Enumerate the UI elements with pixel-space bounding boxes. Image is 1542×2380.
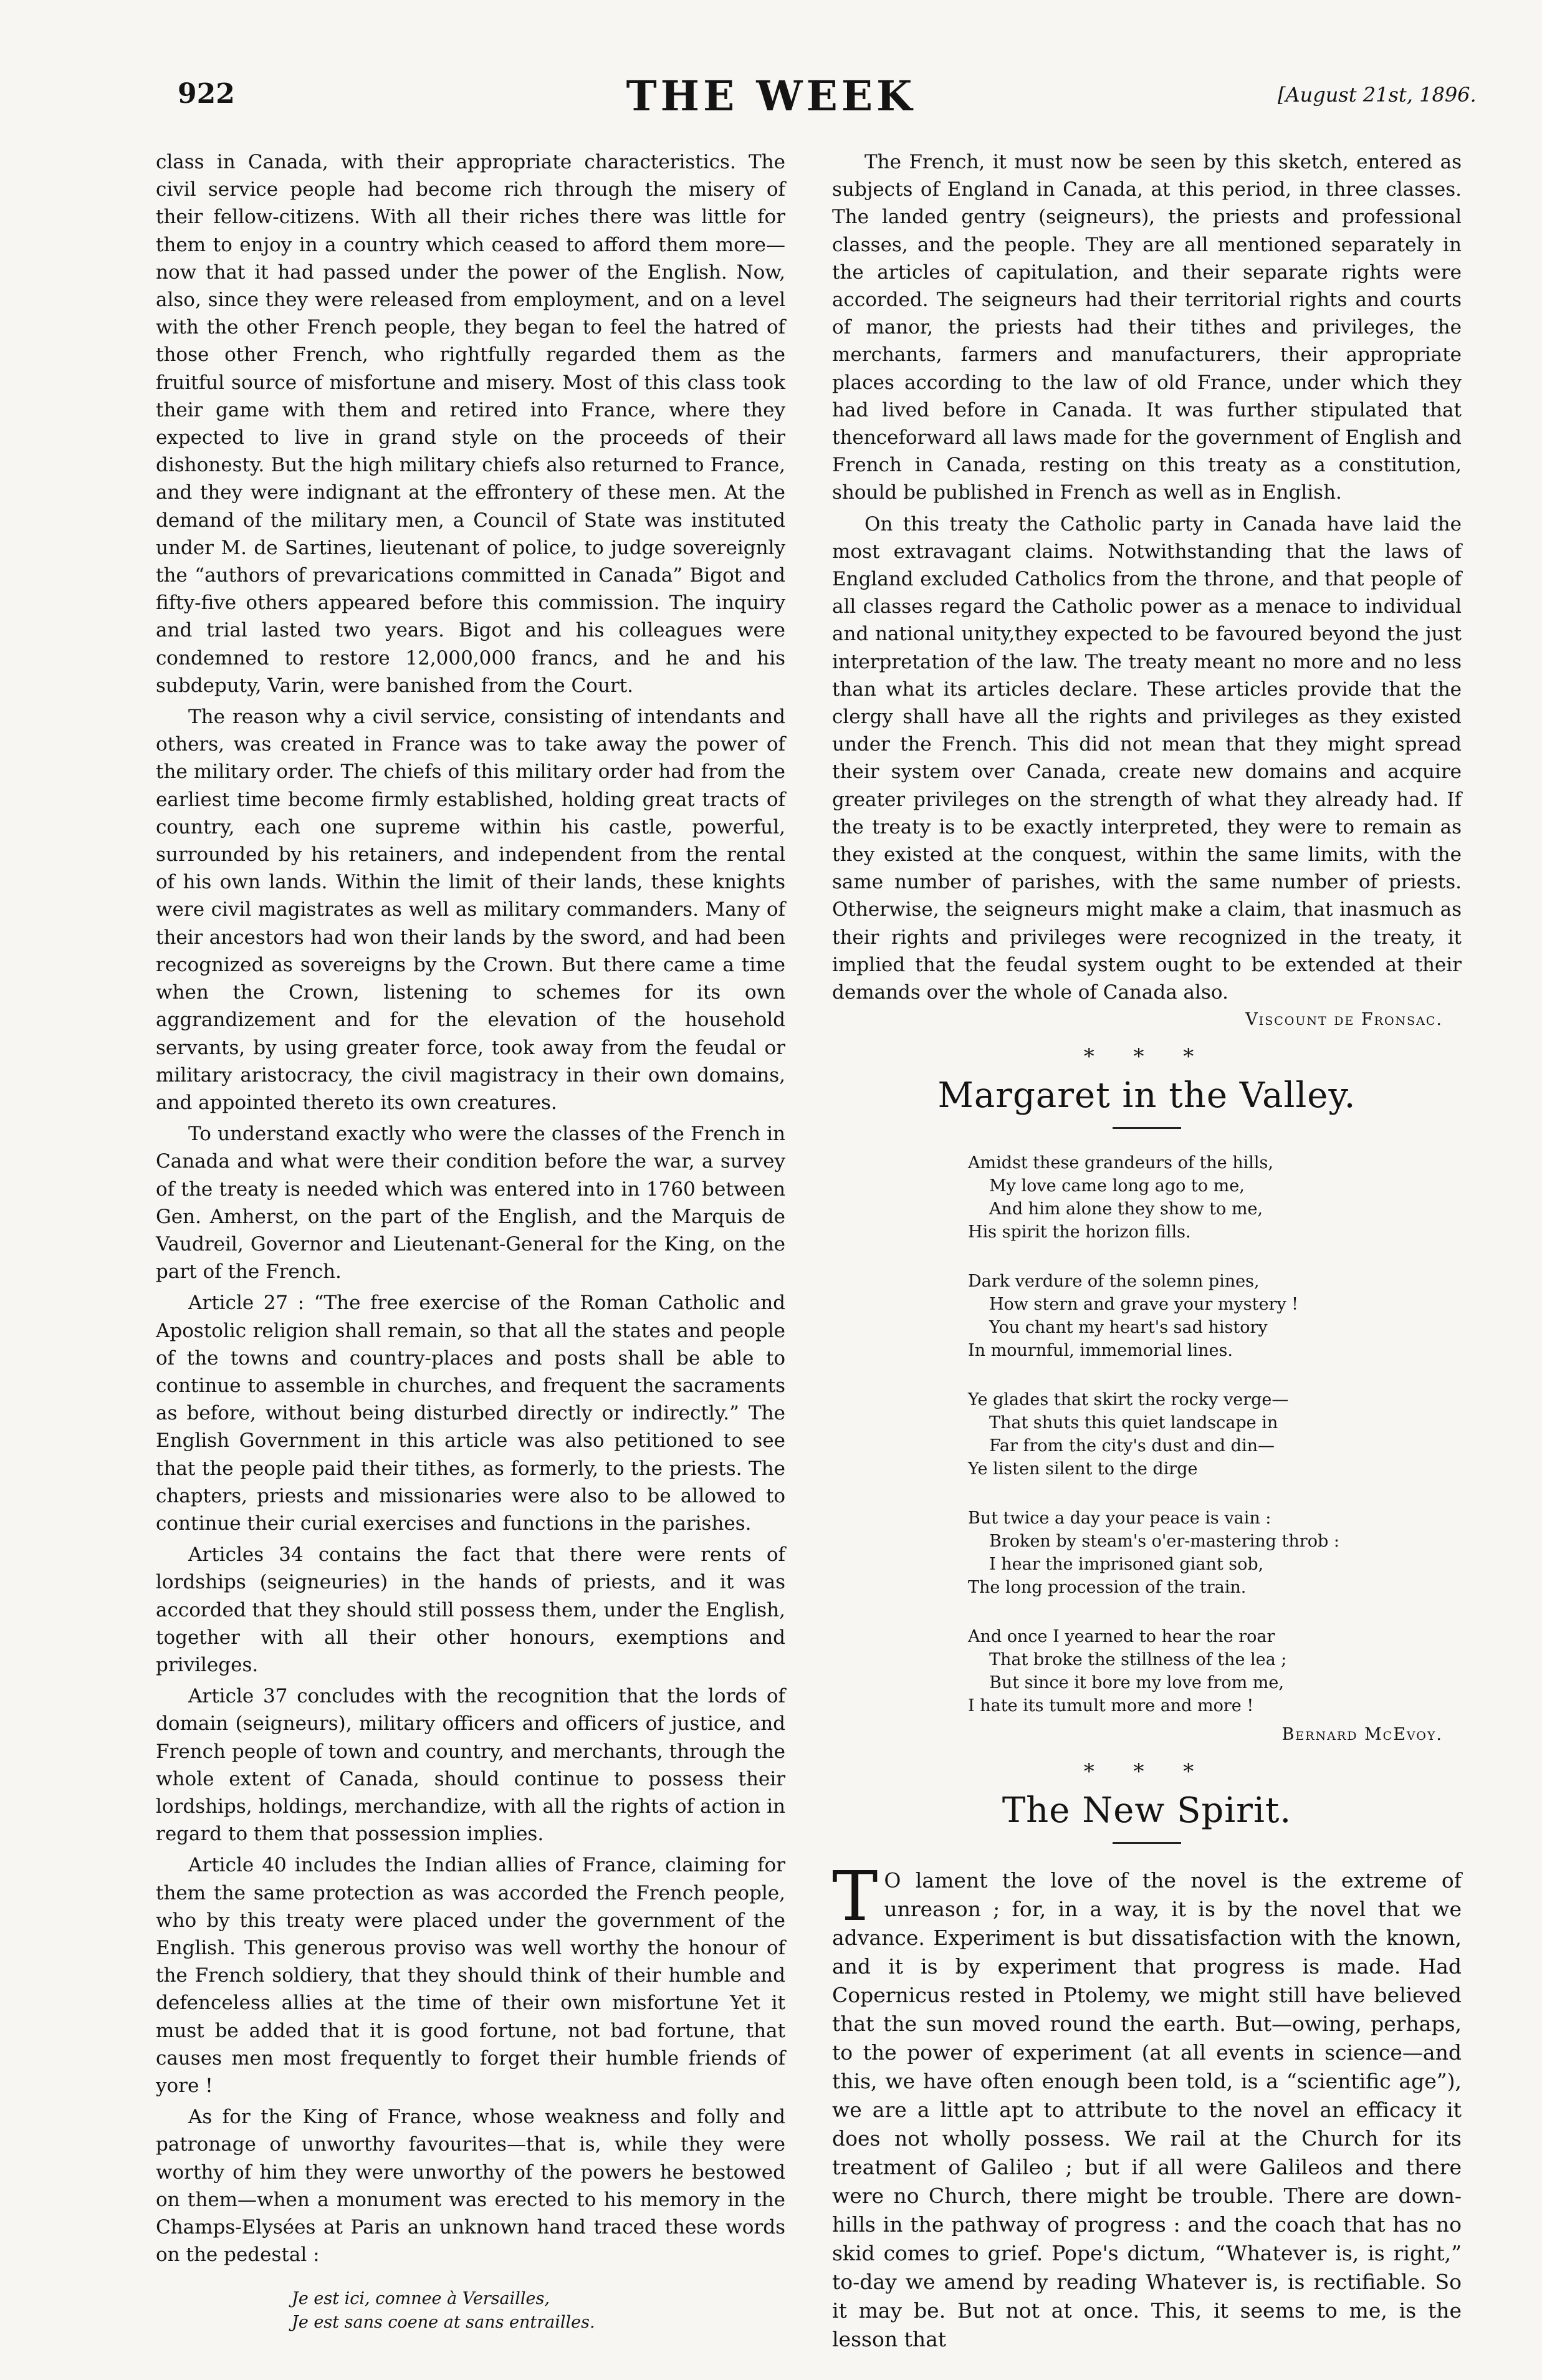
article-paragraph: To understand exactly who were the classes of the French in Canada and what were their condition before the war, a survey of the treaty is needed which was entered into in 1760 between Gen. Amherst, on the part of the English, and the Marquis de Vaudreil, Governor and Lieutenant-General for the King, on the part of the French. [156, 1123, 785, 1284]
poem-line: In mournful, immemorial lines. [968, 1341, 1233, 1361]
poem-stanza [968, 1388, 1462, 1480]
poem-line: That shuts this quiet landscape in [989, 1413, 1278, 1433]
article-paragraph: Articles 34 contains the fact that there were rents of lordships (seigneuries) in the hands of priests, and it was accorded that they should still possess them, under the English, together with all their other honours, exemptions and privileges. [156, 1543, 785, 1676]
poem-line: But twice a day your peace is vain : [968, 1509, 1271, 1528]
poem-line: I hear the imprisoned giant sob, [989, 1555, 1264, 1575]
drop-cap: T [832, 1856, 878, 1937]
article-paragraph: Article 37 concludes with the recognition that the lords of domain (seigneurs), military officers and officers of justice, and French people of town and country, and merchants, through the whole extent of Canada, should continue to possess their lordships, holdings, merchandize, with all the rights of action in regard to them that possession implies. [156, 1685, 785, 1846]
inscription-line: Je est sans coene at sans entrailles. [292, 2313, 595, 2333]
article-paragraph: The reason why a civil service, consisting of intendants and others, was created in France was to take away the power of the military order. The chiefs of this military order had from the earliest time become firmly established, holding great tracts of country, each one supreme within his castle, powerful, surrounded by his retainers, and independent from the rental of his own lands. Within the limit of their lands, these knights were civil magistrates as well as military commanders. Many of their ancestors had won their lands by the sword, and had been recognized as sovereigns by the Crown. But there came a time when the Crown, listening to schemes for its own aggrandizement and for the elevation of the household servants, by using greater force, took away from the feudal or military aristocracy, the civil magistracy in their own domains, and appointed thereto its own creatures. [156, 706, 785, 1114]
poem-stanza [968, 1625, 1462, 1717]
poem-line: I hate its tumult more and more ! [968, 1696, 1254, 1716]
poem-line: Ye listen silent to the dirge [968, 1459, 1198, 1479]
page-header [0, 72, 1542, 122]
article-paragraph: Article 40 includes the Indian allies of France, claiming for them the same protection as was accorded the French people, who by this treaty were placed under the government of the English. This generous proviso was well worthy the honour of the French soldiery, that they should think of their humble and defenceless allies at the time of their own misfortune Yet it must be added that it is good fortune, not bad fortune, that causes men most frequently to forget their humble friends of yore ! [156, 1854, 785, 2098]
poem-title: Margaret in the Valley. [937, 1075, 1356, 1116]
poem-line: Far from the city's dust and din— [989, 1436, 1275, 1456]
poem-stanza [968, 1507, 1462, 1599]
poem-line: Amidst these grandeurs of the hills, [968, 1153, 1273, 1173]
poem-line: That broke the stillness of the lea ; [989, 1650, 1287, 1670]
poem-line: The long procession of the train. [968, 1578, 1247, 1598]
poem-line: And once I yearned to hear the roar [968, 1627, 1275, 1647]
poem-line: Ye glades that skirt the rocky verge— [968, 1390, 1289, 1410]
poem-author: Bernard McEvoy. [1281, 1725, 1443, 1745]
right-column [832, 148, 1462, 2358]
poem-line: Broken by steam's o'er-mastering throb : [989, 1532, 1339, 1552]
article-paragraph: The French, it must now be seen by this sketch, entered as subjects of England in Canada, at this period, in three classes. The landed gentry (seigneurs), the priests and professional classes, and the people. They are all mentioned separately in the articles of capitulation, and their separate rights were accorded. The seigneurs had their territorial rights and courts of manor, the priests had their tithes and privileges, the merchants, farmers and manufacturers, their appropriate places according to the law of old France, under which they had lived before in Canada. It was further stipulated that thenceforward all laws made for the government of English and French in Canada, resting on this treaty as a constitution, should be published in French as well as in English. [832, 151, 1462, 504]
essay-body [832, 1856, 1462, 2354]
left-column [156, 148, 785, 2334]
poem-stanza [968, 1270, 1462, 1362]
title-rule [1113, 1127, 1181, 1129]
essay-title: The New Spirit. [1002, 1790, 1292, 1831]
poem-line: My love came long ago to me, [989, 1176, 1245, 1196]
poem-line: You chant my heart's sad history [989, 1318, 1268, 1338]
article-paragraph: class in Canada, with their appropriate characteristics. The civil service people had become rich through the misery of their fellow-citizens. With all their riches there was little for them to enjoy in a country which ceased to afford them more—now that it had passed under the power of the English. Now, also, since they were released from employment, and on a level with the other French people, they began to feel the hatred of those other French, who rightfully regarded them as the fruitful source of misfortune and misery. Most of this class took their game with them and retired into France, where they expected to live in grand style on the proceeds of their dishonesty. But the high military chiefs also returned to France, and they were indignant at the effrontery of these men. At the demand of the military men, a Council of State was instituted under M. de Sartines, lieutenant of police, to judge sovereignly the “authors of prevarications committed in Canada” Bigot and fifty-five others appeared before this commission. The inquiry and trial lasted two years. Bigot and his colleagues were condemned to restore 12,000,000 francs, and he and his subdeputy, Varin, were banished from the Court. [156, 151, 785, 697]
pedestal-inscription [292, 2287, 785, 2334]
article-paragraph: On this treaty the Catholic party in Canada have laid the most extravagant claims. Notwithstanding that the laws of England excluded Catholics from the throne, and that people of all classes regard the Catholic power as a menace to individual and national unity,they expected to be favoured beyond the just interpretation of the law. The treaty meant no more and no less than what its articles declare. These articles provide that the clergy shall have all the rights and privileges as they existed under the French. This did not mean that they might spread their system over Canada, create new domains and acquire greater privileges on the strength of what they already had. If the treaty is to be exactly interpreted, they were to remain as they existed at the conquest, within the same limits, with the same number of parishes, with the same number of priests. Otherwise, the seigneurs might make a claim, that inasmuch as their rights and privileges were recognized in the treaty, it implied that the feudal system ought to be extended at their demands over the whole of Canada also. [832, 512, 1462, 1004]
issue-date: [August 21st, 1896. [1278, 83, 1477, 107]
poem-line: And him alone they show to me, [989, 1199, 1263, 1219]
section-separator: * * * [1083, 1759, 1210, 1785]
article-paragraph: As for the King of France, whose weakness and folly and patronage of unworthy favourites—that is, while they were worthy of him they were unworthy of the powers he bestowed on them—when a monument was erected to his memory in the Champs-Elysées at Paris an unknown hand traced these words on the pedestal : [156, 2106, 785, 2267]
article-paragraph: Article 27 : “The free exercise of the Roman Catholic and Apostolic religion shall remain, so that all the states and people of the towns and country-places and posts shall be able to continue to assemble in churches, and frequent the sacraments as before, without being disturbed directly or indirectly.” The English Government in this article was also petitioned to see that the people paid their tithes, as formerly, to the priests. The chapters, priests and missionaries were also to be allowed to continue their curial exercises and functions in the parishes. [156, 1292, 785, 1535]
poem-stanza [968, 1151, 1462, 1244]
poem-line: How stern and grave your mystery ! [989, 1295, 1299, 1315]
masthead: THE WEEK [626, 72, 916, 120]
essay-text: O lament the love of the novel is the extreme of unreason ; for, in a way, it is by the novel that we advance. Experiment is but dissatisfaction with the known, and it is by experiment that progress is made. Had Copernicus rested in Ptolemy, we might still have believed that the sun moved round the earth. But—owing, perhaps, to the power of experiment (at all events in science—and this, we have often enough been told, is a “scientific age”), we are a little apt to attribute to the novel an efficacy it does not wholly possess. We rail at the Church for its treatment of Galileo ; but if all were Galileos and there were no Church, there might be trouble. There are down-hills in the pathway of progress : and the coach that has no skid comes to grief. Pope's dictum, “Whatever is, is right,” to-day we amend by reading Whatever is, is rectifiable. So it may be. But not at once. This, it seems to me, is the lesson that [832, 1868, 1462, 2352]
poem-line: But since it bore my love from me, [989, 1673, 1284, 1693]
section-separator: * * * [1083, 1044, 1210, 1070]
poem-line: Dark verdure of the solemn pines, [968, 1272, 1260, 1292]
poem-body [832, 1151, 1462, 1717]
page-number: 922 [178, 78, 235, 110]
title-rule [1113, 1842, 1181, 1844]
inscription-line: Je est ici, comnee à Versailles, [292, 2289, 550, 2309]
poem-line: His spirit the horizon fills. [968, 1222, 1191, 1242]
article-signature: Viscount de Fronsac. [1245, 1010, 1443, 1030]
